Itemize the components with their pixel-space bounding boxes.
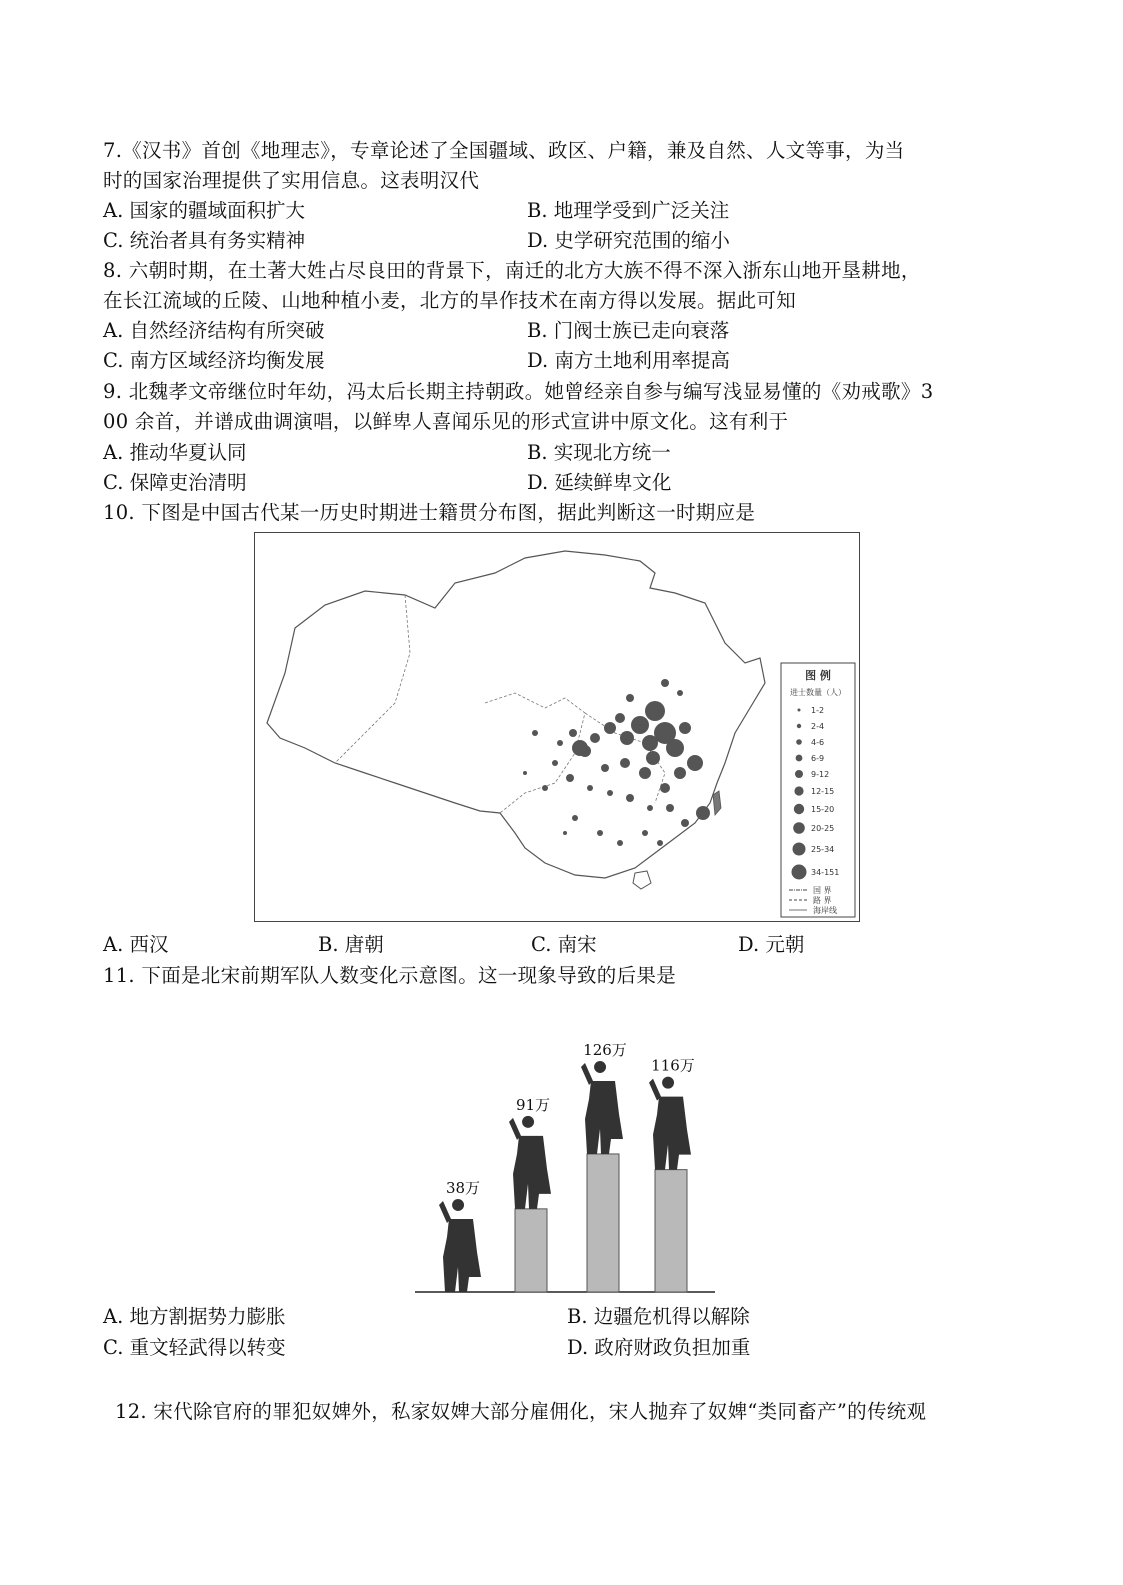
map-figure bbox=[254, 532, 860, 922]
legend-range-9: 25-34 bbox=[811, 845, 835, 854]
map-island-2 bbox=[713, 791, 721, 815]
soldier-figure bbox=[649, 1077, 691, 1170]
question-12-line-1: 12. 宋代除官府的罪犯奴婢外，私家奴婢大部分雇佣化，宋人抛弃了奴婢“类同畜产”的传统观 bbox=[115, 1400, 927, 1423]
question-10-line-1: 10. 下图是中国古代某一历史时期进士籍贯分布图，据此判断这一时期应是 bbox=[103, 501, 756, 524]
army-size-chart bbox=[415, 992, 835, 1297]
question-10-option-a: A. 西汉 bbox=[103, 933, 169, 956]
soldier-figure bbox=[439, 1199, 481, 1292]
legend-range-5: 9-12 bbox=[811, 770, 830, 779]
map-island bbox=[633, 871, 651, 889]
chart-bar bbox=[515, 1209, 547, 1292]
map-illustration bbox=[255, 533, 858, 920]
question-8-line-2: 在长江流域的丘陵、山地种植小麦，北方的旱作技术在南方得以发展。据此可知 bbox=[103, 289, 797, 312]
question-7-option-c: C. 统治者具有务实精神 bbox=[103, 229, 306, 252]
legend-line-coastline: 海岸线 bbox=[813, 906, 837, 915]
legend-range-4: 6-9 bbox=[811, 754, 825, 763]
question-11-option-b: B. 边疆危机得以解除 bbox=[567, 1305, 750, 1328]
question-11-line-1: 11. 下面是北宋前期军队人数变化示意图。这一现象导致的后果是 bbox=[103, 964, 677, 987]
question-8-option-d: D. 南方土地利用率提高 bbox=[527, 349, 730, 372]
legend-range-2: 2-4 bbox=[811, 722, 825, 731]
question-8-option-b: B. 门阀士族已走向衰落 bbox=[527, 319, 730, 342]
legend-range-6: 12-15 bbox=[811, 787, 835, 796]
question-8-option-a: A. 自然经济结构有所突破 bbox=[103, 319, 325, 342]
question-9-option-a: A. 推动华夏认同 bbox=[103, 441, 247, 464]
legend-range-7: 15-20 bbox=[811, 805, 835, 814]
legend-range-3: 4-6 bbox=[811, 738, 825, 747]
question-7-option-d: D. 史学研究范围的缩小 bbox=[527, 229, 730, 252]
legend-line-national-border: 国 界 bbox=[813, 886, 832, 895]
map-territory-outline bbox=[267, 551, 765, 878]
question-9-option-c: C. 保障吏治清明 bbox=[103, 471, 247, 494]
chart-data-label: 91万 bbox=[515, 1095, 551, 1114]
question-9-option-d: D. 延续鲜卑文化 bbox=[527, 471, 672, 494]
question-10-option-b: B. 唐朝 bbox=[318, 933, 384, 956]
question-10-option-c: C. 南宋 bbox=[531, 933, 597, 956]
question-7-line-1: 7.《汉书》首创《地理志》，专章论述了全国疆域、政区、户籍，兼及自然、人文等事，为当 bbox=[103, 139, 905, 162]
question-7-option-a: A. 国家的疆域面积扩大 bbox=[103, 199, 305, 222]
question-9-line-2: 00 余首，并谱成曲调演唱，以鲜卑人喜闻乐见的形式宣讲中原文化。这有利于 bbox=[103, 410, 789, 433]
chart-data-label: 126万 bbox=[583, 1040, 627, 1059]
question-11-option-a: A. 地方割据势力膨胀 bbox=[103, 1305, 286, 1328]
question-8-option-c: C. 南方区域经济均衡发展 bbox=[103, 349, 325, 372]
soldier-figure bbox=[581, 1061, 623, 1154]
question-8-line-1: 8. 六朝时期，在土著大姓占尽良田的背景下，南迁的北方大族不得不深入浙东山地开垦耕地， bbox=[103, 259, 921, 282]
legend-range-8: 20-25 bbox=[811, 824, 835, 833]
question-11-option-d: D. 政府财政负担加重 bbox=[567, 1336, 751, 1359]
chart-bar bbox=[655, 1170, 687, 1292]
soldier-figure bbox=[509, 1116, 551, 1209]
chart-data-label: 116万 bbox=[651, 1056, 695, 1075]
legend-line-circuit-border: 路 界 bbox=[813, 896, 832, 905]
chart-bar bbox=[587, 1154, 619, 1292]
question-11-option-c: C. 重文轻武得以转变 bbox=[103, 1336, 286, 1359]
legend-range-10: 34-151 bbox=[811, 868, 840, 877]
question-9-line-1: 9. 北魏孝文帝继位时年幼，冯太后长期主持朝政。她曾经亲自参与编写浅显易懂的《劝戒歌》3 bbox=[103, 380, 934, 403]
legend-range-1: 1-2 bbox=[811, 706, 825, 715]
legend-title: 图 例 bbox=[805, 669, 831, 682]
army-chart-svg bbox=[415, 992, 835, 1297]
question-7-option-b: B. 地理学受到广泛关注 bbox=[527, 199, 730, 222]
question-9-option-b: B. 实现北方统一 bbox=[527, 441, 671, 464]
question-10-option-d: D. 元朝 bbox=[738, 933, 805, 956]
question-7-line-2: 时的国家治理提供了实用信息。这表明汉代 bbox=[103, 169, 480, 192]
legend-subtitle: 进士数量（人） bbox=[790, 688, 846, 697]
map-legend bbox=[781, 663, 855, 917]
chart-data-label: 38万 bbox=[445, 1179, 481, 1197]
